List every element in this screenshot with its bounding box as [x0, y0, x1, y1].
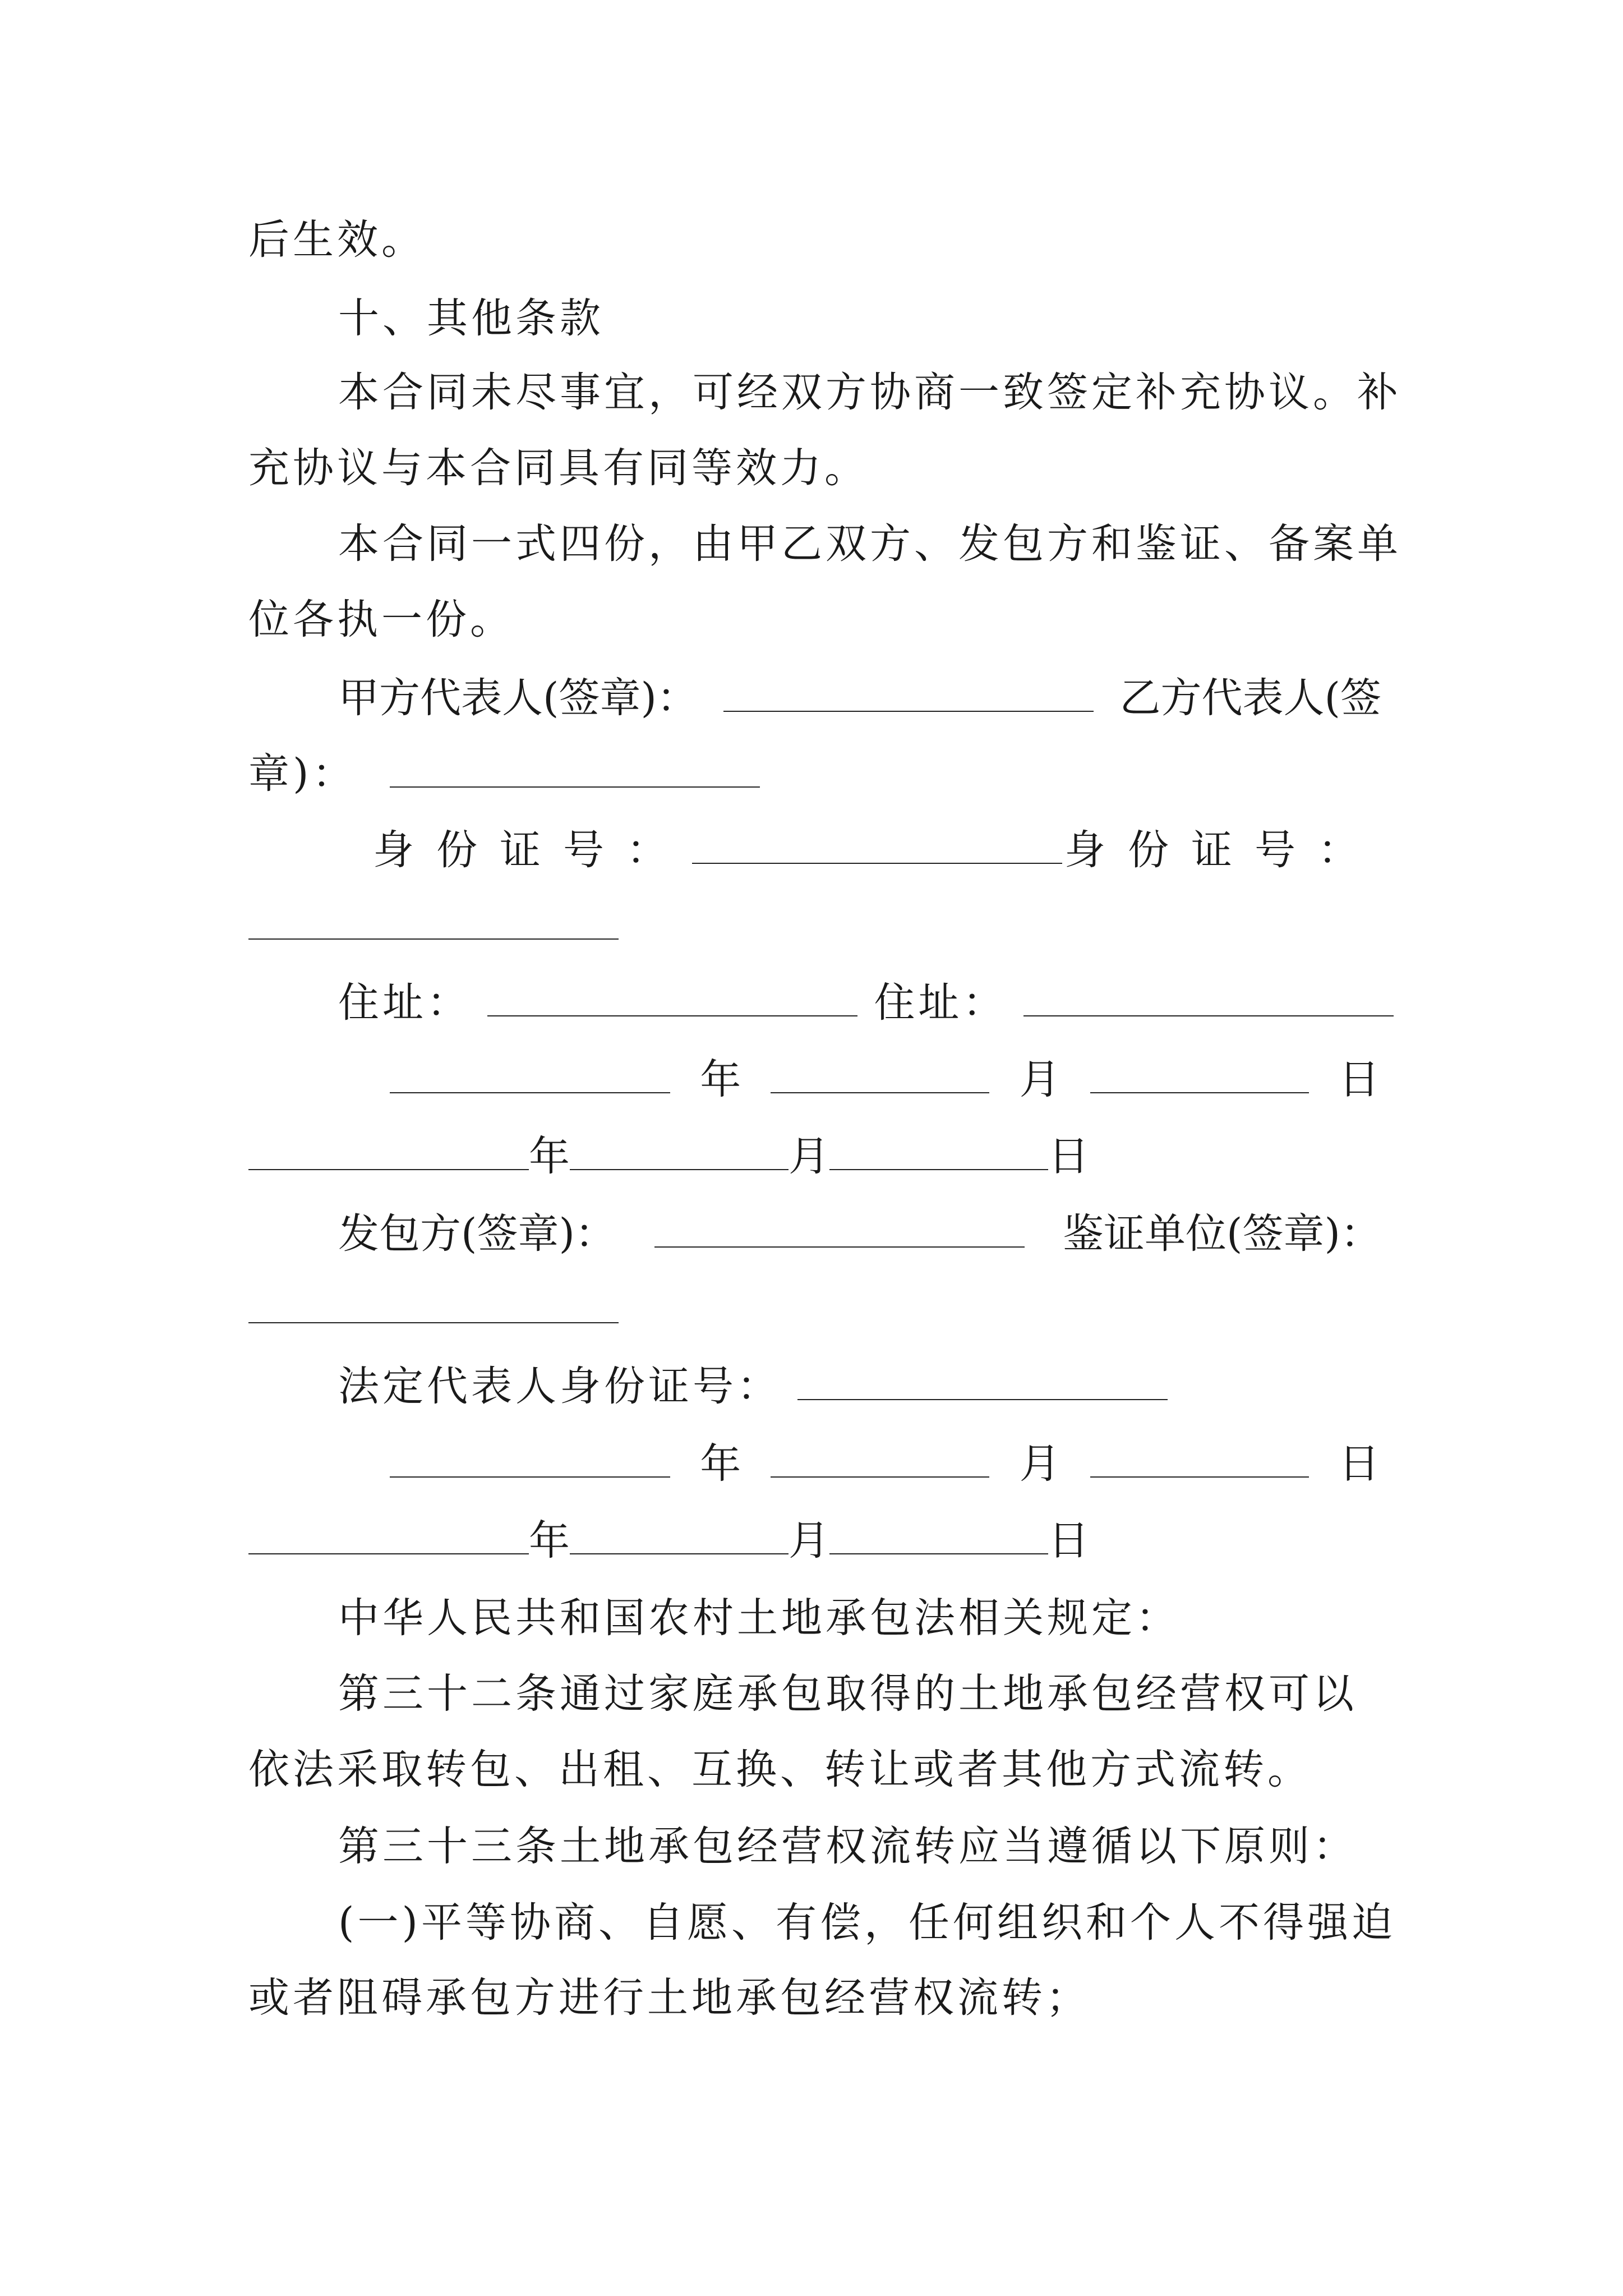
legal-rep-id-label: 法定代表人身份证号： [338, 1363, 781, 1410]
section-heading: 十、其他条款 [338, 295, 604, 342]
issuer-blank[interactable] [654, 1212, 1025, 1248]
issuer-label: 发包方(签章)： [338, 1210, 616, 1258]
party-b-rep-label-cont: 章)： [248, 750, 357, 798]
text-line: 第三十三条土地承包经营权流转应当遵循以下原则： [338, 1823, 1357, 1870]
month-label: 月 [1019, 1440, 1061, 1488]
year-label: 年 [529, 1517, 570, 1565]
legal-rep-id-blank[interactable] [797, 1364, 1168, 1400]
party-b-id-line [248, 898, 619, 954]
day-blank[interactable] [1090, 1057, 1309, 1093]
year-blank[interactable] [248, 1134, 529, 1170]
day-blank[interactable] [829, 1134, 1048, 1170]
party-b-address-label: 住址： [874, 979, 1007, 1027]
date-line-c [390, 1436, 1380, 1492]
signature-line-party-b [248, 746, 760, 802]
year-blank[interactable] [390, 1057, 670, 1093]
month-label: 月 [1019, 1056, 1061, 1103]
issuer-line [338, 1206, 1381, 1262]
party-a-address-label: 住址： [338, 979, 471, 1027]
text-line: (一)平等协商、自愿、有偿，任何组织和个人不得强迫 [338, 1899, 1396, 1947]
month-label: 月 [789, 1517, 829, 1565]
year-blank[interactable] [390, 1442, 670, 1478]
text-line: 第三十二条通过家庭承包取得的土地承包经营权可以 [338, 1670, 1357, 1718]
month-blank[interactable] [771, 1057, 989, 1093]
text-line: 本合同未尽事宜，可经双方协商一致签定补充协议。补 [338, 369, 1401, 416]
year-label: 年 [700, 1056, 741, 1103]
id-number-line [373, 822, 1381, 878]
text-line: 或者阻碍承包方进行土地承包经营权流转； [248, 1974, 1090, 2022]
signature-line-party-a [338, 670, 1381, 726]
verifier-line [248, 1282, 619, 1338]
day-blank[interactable] [1090, 1442, 1309, 1478]
legal-rep-id-line [338, 1359, 1168, 1415]
party-b-rep-label: 乙方代表人(签 [1119, 674, 1381, 722]
text-line: 后生效。 [248, 216, 426, 264]
law-heading: 中华人民共和国农村土地承包法相关规定： [338, 1594, 1180, 1642]
text-line: 依法采取转包、出租、互换、转让或者其他方式流转。 [248, 1746, 1312, 1793]
day-label: 日 [1048, 1517, 1089, 1565]
date-line-a [390, 1052, 1380, 1108]
party-b-id-label: 身份证号： [1064, 826, 1381, 874]
party-b-rep-blank[interactable] [390, 752, 760, 788]
party-a-id-label: 身份证号： [373, 826, 690, 874]
date-line-d [248, 1513, 1089, 1569]
day-label: 日 [1338, 1056, 1380, 1103]
date-line-b [248, 1129, 1089, 1185]
party-a-id-blank[interactable] [692, 828, 1062, 864]
party-a-rep-blank[interactable] [723, 676, 1094, 712]
month-blank[interactable] [771, 1442, 989, 1478]
year-label: 年 [700, 1440, 741, 1488]
address-line [338, 975, 1394, 1031]
month-label: 月 [789, 1133, 829, 1180]
text-line: 充协议与本合同具有同等效力。 [248, 444, 869, 492]
text-line: 位各执一份。 [248, 596, 514, 643]
year-blank[interactable] [248, 1519, 529, 1554]
month-blank[interactable] [570, 1519, 789, 1554]
day-label: 日 [1048, 1133, 1089, 1180]
party-a-rep-label: 甲方代表人(签章)： [338, 674, 698, 722]
verifier-label: 鉴证单位(签章)： [1063, 1210, 1381, 1258]
month-blank[interactable] [570, 1134, 789, 1170]
party-b-id-blank[interactable] [248, 904, 619, 940]
text-line: 本合同一式四份，由甲乙双方、发包方和鉴证、备案单 [338, 520, 1401, 568]
party-b-address-blank[interactable] [1023, 981, 1394, 1016]
year-label: 年 [529, 1133, 570, 1180]
day-label: 日 [1338, 1440, 1380, 1488]
party-a-address-blank[interactable] [487, 981, 857, 1016]
verifier-blank[interactable] [248, 1287, 619, 1323]
day-blank[interactable] [829, 1519, 1048, 1554]
